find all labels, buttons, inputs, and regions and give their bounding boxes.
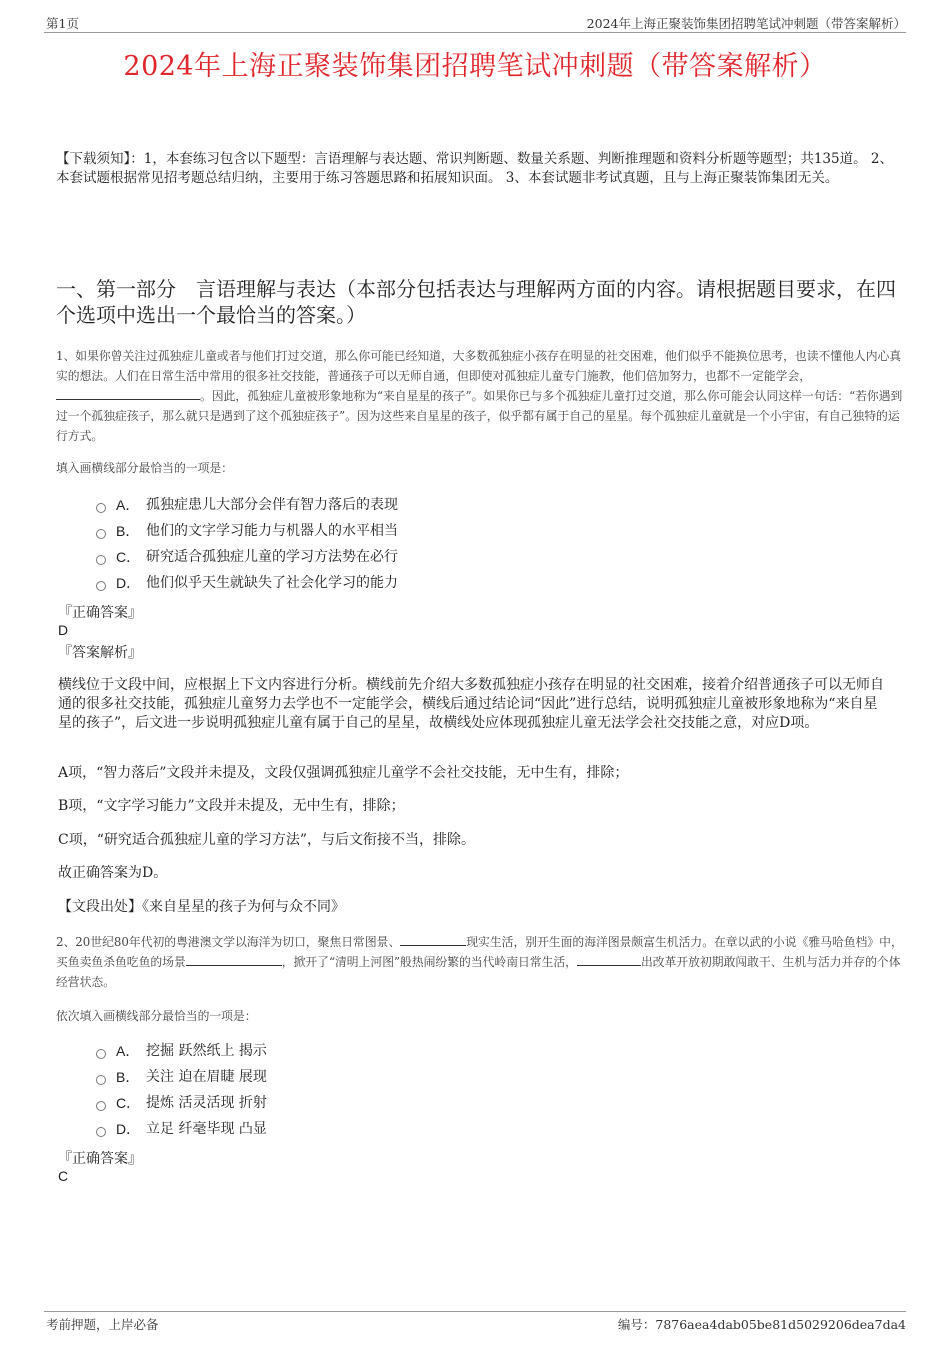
document-title: 2024年上海正聚装饰集团招聘笔试冲刺题（带答案解析） bbox=[123, 51, 827, 82]
analysis-conclusion: 故正确答案为D。 bbox=[58, 865, 168, 881]
radio-icon[interactable] bbox=[96, 529, 106, 539]
fill-blank bbox=[56, 387, 200, 400]
header-doc-title: 2024年上海正聚装饰集团招聘笔试冲刺题（带答案解析） bbox=[586, 16, 906, 31]
question-2-text-part3: ，掀开了“清明上河图”般热闹纷繁的当代岭南日常生活， bbox=[281, 955, 577, 969]
question-1-option-a[interactable]: A． 孤独症患儿大部分会伴有智力落后的表现 bbox=[96, 494, 398, 516]
download-notice: 【下载须知】：1，本套练习包含以下题型：言语理解与表达题、常识判断题、数量关系题、判断推理题和资料分析题等题型；共135道。 2、本套试题根据常见招考题总结归纳，主要用于练习答题思路和拓展知识面。 3、本套试题非考试真题，且与上海正聚装饰集团无关。 bbox=[56, 151, 893, 186]
question-2-option-c[interactable]: C． 提炼 活灵活现 折射 bbox=[96, 1092, 267, 1114]
radio-icon[interactable] bbox=[96, 503, 106, 513]
question-1-option-d[interactable]: D． 他们似乎天生就缺失了社会化学习的能力 bbox=[96, 572, 398, 594]
radio-icon[interactable] bbox=[96, 1127, 106, 1137]
question-1-hint: 填入画横线部分最恰当的一项是： bbox=[56, 461, 233, 475]
source-citation: 【文段出处】《来自星星的孩子为何与众不同》 bbox=[58, 899, 345, 915]
question-2-text-part4: 出改革开放初期敢闯敢干、生机与活力并存的个体经营状态。 bbox=[56, 955, 901, 989]
radio-icon[interactable] bbox=[96, 1049, 106, 1059]
question-1-text bbox=[56, 346, 906, 446]
question-2-option-d[interactable]: D． 立足 纤毫毕现 凸显 bbox=[96, 1118, 267, 1140]
analysis-note-a: A项，“智力落后”文段并未提及，文段仅强调孤独症儿童学不会社交技能，无中生有，排除； bbox=[58, 765, 629, 781]
fill-blank bbox=[577, 953, 641, 966]
footer-slogan: 考前押题，上岸必备 bbox=[46, 1317, 159, 1332]
analysis-note-b: B项，“文字学习能力”文段并未提及，无中生有，排除； bbox=[58, 798, 405, 814]
header-page-label: 第1页 bbox=[46, 16, 79, 31]
analysis-text: 横线位于文段中间，应根据上下文内容进行分析。横线前先介绍大多数孤独症小孩存在明显的社交困难，接着介绍普通孩子可以无师自通的很多社交技能，孤独症儿童努力去学也不一定能学会，横线后通过结论词“因此”进行总结，说明孤独症儿童被形象地称为“来自星星的孩子”，后文进一步说明孤独症儿童有属于自己的星星，故横线处应体现孤独症儿童无法学会社交技能之意，对应D项。 bbox=[58, 677, 884, 731]
question-2-text-part2: 现实生活，别开生面的海洋图景颇富生机活力。在章以武的小说《雅马哈鱼档》中，买鱼卖鱼杀鱼吃鱼的场景 bbox=[56, 935, 903, 969]
question-1-option-b[interactable]: B． 他们的文字学习能力与机器人的水平相当 bbox=[96, 520, 398, 542]
question-2-hint: 依次填入画横线部分最恰当的一项是： bbox=[56, 1009, 257, 1023]
analysis-label: 『答案解析』 bbox=[58, 645, 142, 661]
radio-icon[interactable] bbox=[96, 555, 106, 565]
analysis-note-c: C项，“研究适合孤独症儿童的学习方法”，与后文衔接不当，排除。 bbox=[58, 832, 476, 848]
fill-blank bbox=[400, 933, 466, 946]
header-divider bbox=[44, 32, 906, 33]
radio-icon[interactable] bbox=[96, 1075, 106, 1085]
question-1-text-part1: 1、如果你曾关注过孤独症儿童或者与他们打过交道，那么你可能已经知道，大多数孤独症小孩存在明显的社交困难，他们似乎不能换位思考，也读不懂他人内心真实的想法。人们在日常生活中常用的很多社交技能，普通孩子可以无师自通，但即使对孤独症儿童专门施教，他们倍加努力，也都不一定能学会， bbox=[56, 349, 902, 383]
question-1-option-c[interactable]: C． 研究适合孤独症儿童的学习方法势在必行 bbox=[96, 546, 398, 568]
footer-serial: 编号：7876aea4dab05be81d5029206dea7da4 bbox=[617, 1317, 906, 1332]
answer-label: 『正确答案』 bbox=[58, 605, 142, 621]
radio-icon[interactable] bbox=[96, 581, 106, 591]
question-2-option-a[interactable]: A． 挖掘 跃然纸上 揭示 bbox=[96, 1040, 267, 1062]
question-2-option-b[interactable]: B． 关注 迫在眉睫 展现 bbox=[96, 1066, 267, 1088]
radio-icon[interactable] bbox=[96, 1101, 106, 1111]
answer-label-2: 『正确答案』 bbox=[58, 1151, 142, 1167]
footer-divider bbox=[44, 1311, 906, 1312]
fill-blank bbox=[186, 953, 282, 966]
question-2-text bbox=[56, 932, 906, 992]
answer-value-2: C bbox=[58, 1168, 69, 1184]
question-1-text-part2: 。因此，孤独症儿童被形象地称为“来自星星的孩子”。如果你已与多个孤独症儿童打过交道，那么你可能会认同这样一句话：“若你遇到过一个孤独症孩子，那么就只是遇到了这个孤独症孩子”。因为这些来自星星的孩子，似乎都有属于自己的星星。每个孤独症儿童就是一个小宇宙，有自己独特的运行方式。 bbox=[56, 389, 903, 443]
section-heading: 一、第一部分 言语理解与表达（本部分包括表达与理解两方面的内容。请根据题目要求，在四个选项中选出一个最恰当的答案。） bbox=[56, 277, 896, 327]
answer-value: D bbox=[58, 622, 69, 638]
question-2-text-part1: 2、20世纪80年代初的粤港澳文学以海洋为切口，聚焦日常图景、 bbox=[56, 935, 401, 949]
